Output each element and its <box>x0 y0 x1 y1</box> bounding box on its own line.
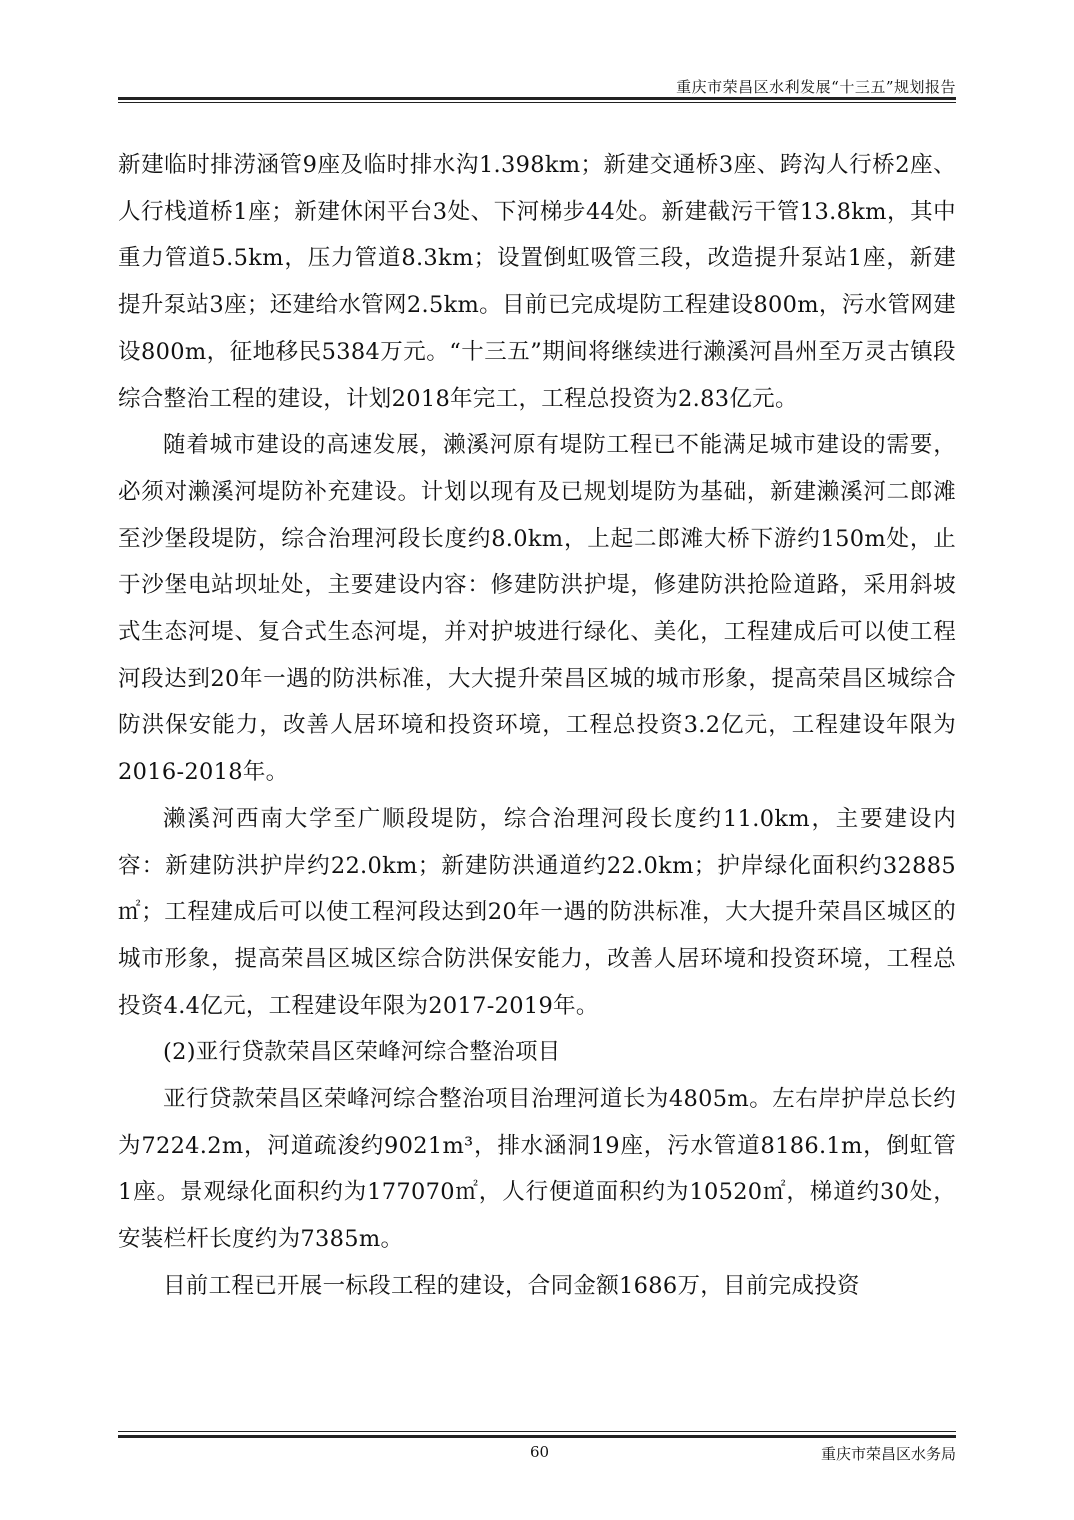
document-header-title: 重庆市荣昌区水利发展“十三五”规划报告 <box>676 78 956 96</box>
paragraph: 随着城市建设的高速发展，濑溪河原有堤防工程已不能满足城市建设的需要，必须对濑溪河堤防补充建设。计划以现有及已规划堤防为基础，新建濑溪河二郎滩至沙堡段堤防，综合治理河段长度约8.0km，上起二郎滩大桥下游约150m处，止于沙堡电站坝址处，主要建设内容：修建防洪护堤，修建防洪抢险道路，采用斜坡式生态河堤、复合式生态河堤，并对护坡进行绿化、美化，工程建成后可以使工程河段达到20年一遇的防洪标准，大大提升荣昌区城的城市形象，提高荣昌区城综合防洪保安能力，改善人居环境和投资环境，工程总投资3.2亿元，工程建设年限为2016-2018年。 <box>118 432 956 786</box>
paragraph: 目前工程已开展一标段工程的建设，合同金额1686万，目前完成投资 <box>163 1272 860 1299</box>
footer-divider-thin <box>118 1431 956 1432</box>
header-divider-thin <box>118 102 956 103</box>
paragraph: 濑溪河西南大学至广顺段堤防，综合治理河段长度约11.0km，主要建设内容：新建防洪护岸约22.0km；新建防洪通道约22.0km；护岸绿化面积约32885㎡；工程建成后可以使工程河段达到20年一遇的防洪标准，大大提升荣昌区城区的城市形象，提高荣昌区城区综合防洪保安能力，改善人居环境和投资环境，工程总投资4.4亿元，工程建设年限为2017-2019年。 <box>118 805 956 1019</box>
header-divider <box>118 97 956 100</box>
footer-organization: 重庆市荣昌区水务局 <box>820 1445 956 1463</box>
page-number: 60 <box>530 1443 550 1461</box>
paragraph: 亚行贷款荣昌区荣峰河综合整治项目治理河道长为4805m。左右岸护岸总长约为7224.2m，河道疏浚约9021m³，排水涵洞19座，污水管道8186.1m，倒虹管1座。景观绿化面积约为177070㎡，人行便道面积约为10520㎡，梯道约30处，安装栏杆长度约为7385m。 <box>118 1086 956 1253</box>
paragraph-continued: 新建临时排涝涵管9座及临时排水沟1.398km；新建交通桥3座、跨沟人行桥2座、人行栈道桥1座；新建休闲平台3处、下河梯步44处。新建截污干管13.8km，其中重力管道5.5km，压力管道8.3km；设置倒虹吸管三段，改造提升泵站1座，新建提升泵站3座；还建给水管网2.5km。目前已完成堤防工程建设800m，污水管网建设800m，征地移民5384万元。“十三五”期间将继续进行濑溪河昌州至万灵古镇段综合整治工程的建设，计划2018年完工，工程总投资为2.83亿元。 <box>118 152 956 412</box>
body-text <box>118 142 956 1310</box>
section-heading: (2)亚行贷款荣昌区荣峰河综合整治项目 <box>163 1039 561 1066</box>
footer-divider <box>118 1435 956 1438</box>
